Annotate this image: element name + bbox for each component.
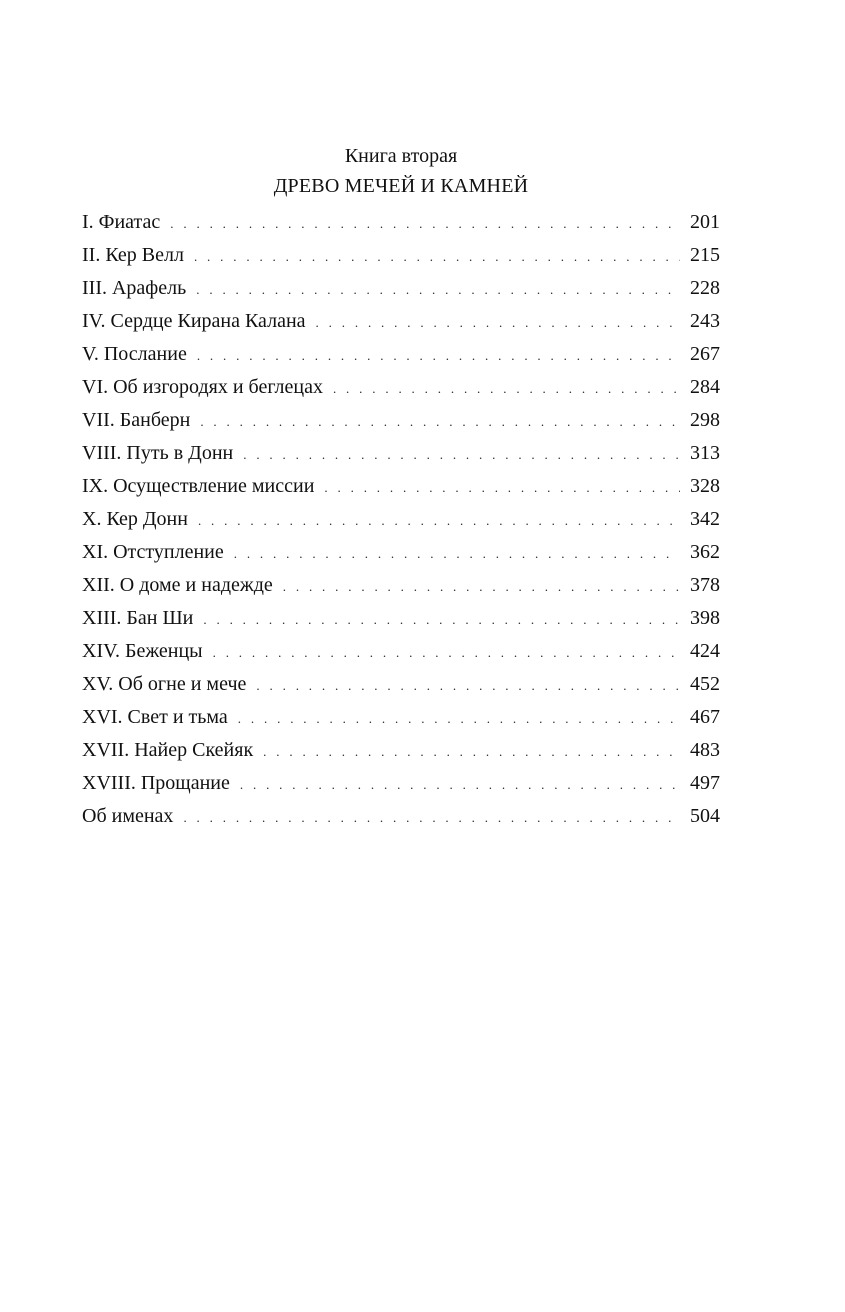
toc-page-number: 243 — [690, 310, 720, 332]
toc-page-number: 504 — [690, 805, 720, 827]
toc-entry — [82, 802, 720, 835]
toc-entry — [82, 208, 720, 241]
book-title: ДРЕВО МЕЧЕЙ И КАМНЕЙ — [273, 175, 529, 197]
toc-entry — [82, 373, 720, 406]
toc-entry — [82, 241, 720, 274]
toc-page-number: 398 — [690, 607, 720, 629]
book-label: Книга вторая — [344, 145, 458, 167]
toc-dot-leader — [263, 738, 680, 766]
toc-entry — [82, 571, 720, 604]
toc-page-number: 497 — [690, 772, 720, 794]
toc-page-number: 378 — [690, 574, 720, 596]
toc-entry-title: XIII. Бан Ши — [82, 607, 194, 629]
toc-page-number: 328 — [690, 475, 720, 497]
toc-dot-leader — [333, 375, 680, 403]
toc-dot-leader — [194, 243, 680, 271]
toc-page-number: 284 — [690, 376, 720, 398]
toc-entry-title: VII. Банберн — [82, 409, 191, 431]
toc-dot-leader — [203, 606, 680, 634]
toc-entry-title: XVIII. Прощание — [82, 772, 230, 794]
toc-entry-title: XVI. Свет и тьма — [82, 706, 228, 728]
toc-entry — [82, 703, 720, 736]
toc-entry — [82, 769, 720, 802]
toc-entry — [82, 670, 720, 703]
toc-dot-leader — [256, 672, 680, 700]
toc-entry — [82, 307, 720, 340]
toc-page-number: 424 — [690, 640, 720, 662]
toc-entry-title: I. Фиатас — [82, 211, 161, 233]
toc-entry-title: IX. Осуществление миссии — [82, 475, 315, 497]
toc-page-number: 313 — [690, 442, 720, 464]
toc-entry — [82, 340, 720, 373]
toc-dot-leader — [316, 309, 680, 337]
toc-entry-title: XIV. Беженцы — [82, 640, 203, 662]
toc-dot-leader — [283, 573, 680, 601]
toc-entry-title: II. Кер Велл — [82, 244, 184, 266]
toc-entry-title: X. Кер Донн — [82, 508, 188, 530]
toc-entry — [82, 637, 720, 670]
toc-entry-title: XVII. Найер Скейяк — [82, 739, 254, 761]
toc-entry — [82, 439, 720, 472]
toc-entry-title: Об именах — [82, 805, 174, 827]
toc-entry — [82, 736, 720, 769]
toc-page-number: 362 — [690, 541, 720, 563]
toc-entry — [82, 274, 720, 307]
toc-entry-title: VIII. Путь в Донн — [82, 442, 234, 464]
toc-dot-leader — [197, 342, 680, 370]
toc-entry-title: IV. Сердце Кирана Калана — [82, 310, 306, 332]
toc-dot-leader — [234, 540, 680, 568]
toc-dot-leader — [324, 474, 680, 502]
toc-entry — [82, 604, 720, 637]
toc-dot-leader — [213, 639, 680, 667]
toc-entry — [82, 505, 720, 538]
toc-page-number: 452 — [690, 673, 720, 695]
toc-entry-title: III. Арафель — [82, 277, 187, 299]
toc-entry — [82, 472, 720, 505]
toc-dot-leader — [198, 507, 680, 535]
toc-dot-leader — [238, 705, 680, 733]
toc-entry — [82, 538, 720, 571]
table-of-contents — [82, 208, 720, 835]
toc-page-number: 298 — [690, 409, 720, 431]
toc-page-number: 215 — [690, 244, 720, 266]
toc-dot-leader — [243, 441, 680, 469]
toc-entry-title: VI. Об изгородях и беглецах — [82, 376, 323, 398]
toc-entry — [82, 406, 720, 439]
toc-page-number: 467 — [690, 706, 720, 728]
toc-entry-title: XV. Об огне и мече — [82, 673, 247, 695]
toc-page-number: 201 — [690, 211, 720, 233]
toc-entry-title: V. Послание — [82, 343, 187, 365]
toc-dot-leader — [240, 771, 680, 799]
toc-dot-leader — [200, 408, 680, 436]
toc-page-number: 483 — [690, 739, 720, 761]
toc-dot-leader — [183, 804, 680, 832]
toc-dot-leader — [196, 276, 680, 304]
toc-entry-title: XII. О доме и надежде — [82, 574, 273, 596]
toc-page-number: 267 — [690, 343, 720, 365]
toc-entry-title: XI. Отступление — [82, 541, 224, 563]
toc-page-number: 342 — [690, 508, 720, 530]
toc-dot-leader — [170, 210, 680, 238]
toc-page-number: 228 — [690, 277, 720, 299]
